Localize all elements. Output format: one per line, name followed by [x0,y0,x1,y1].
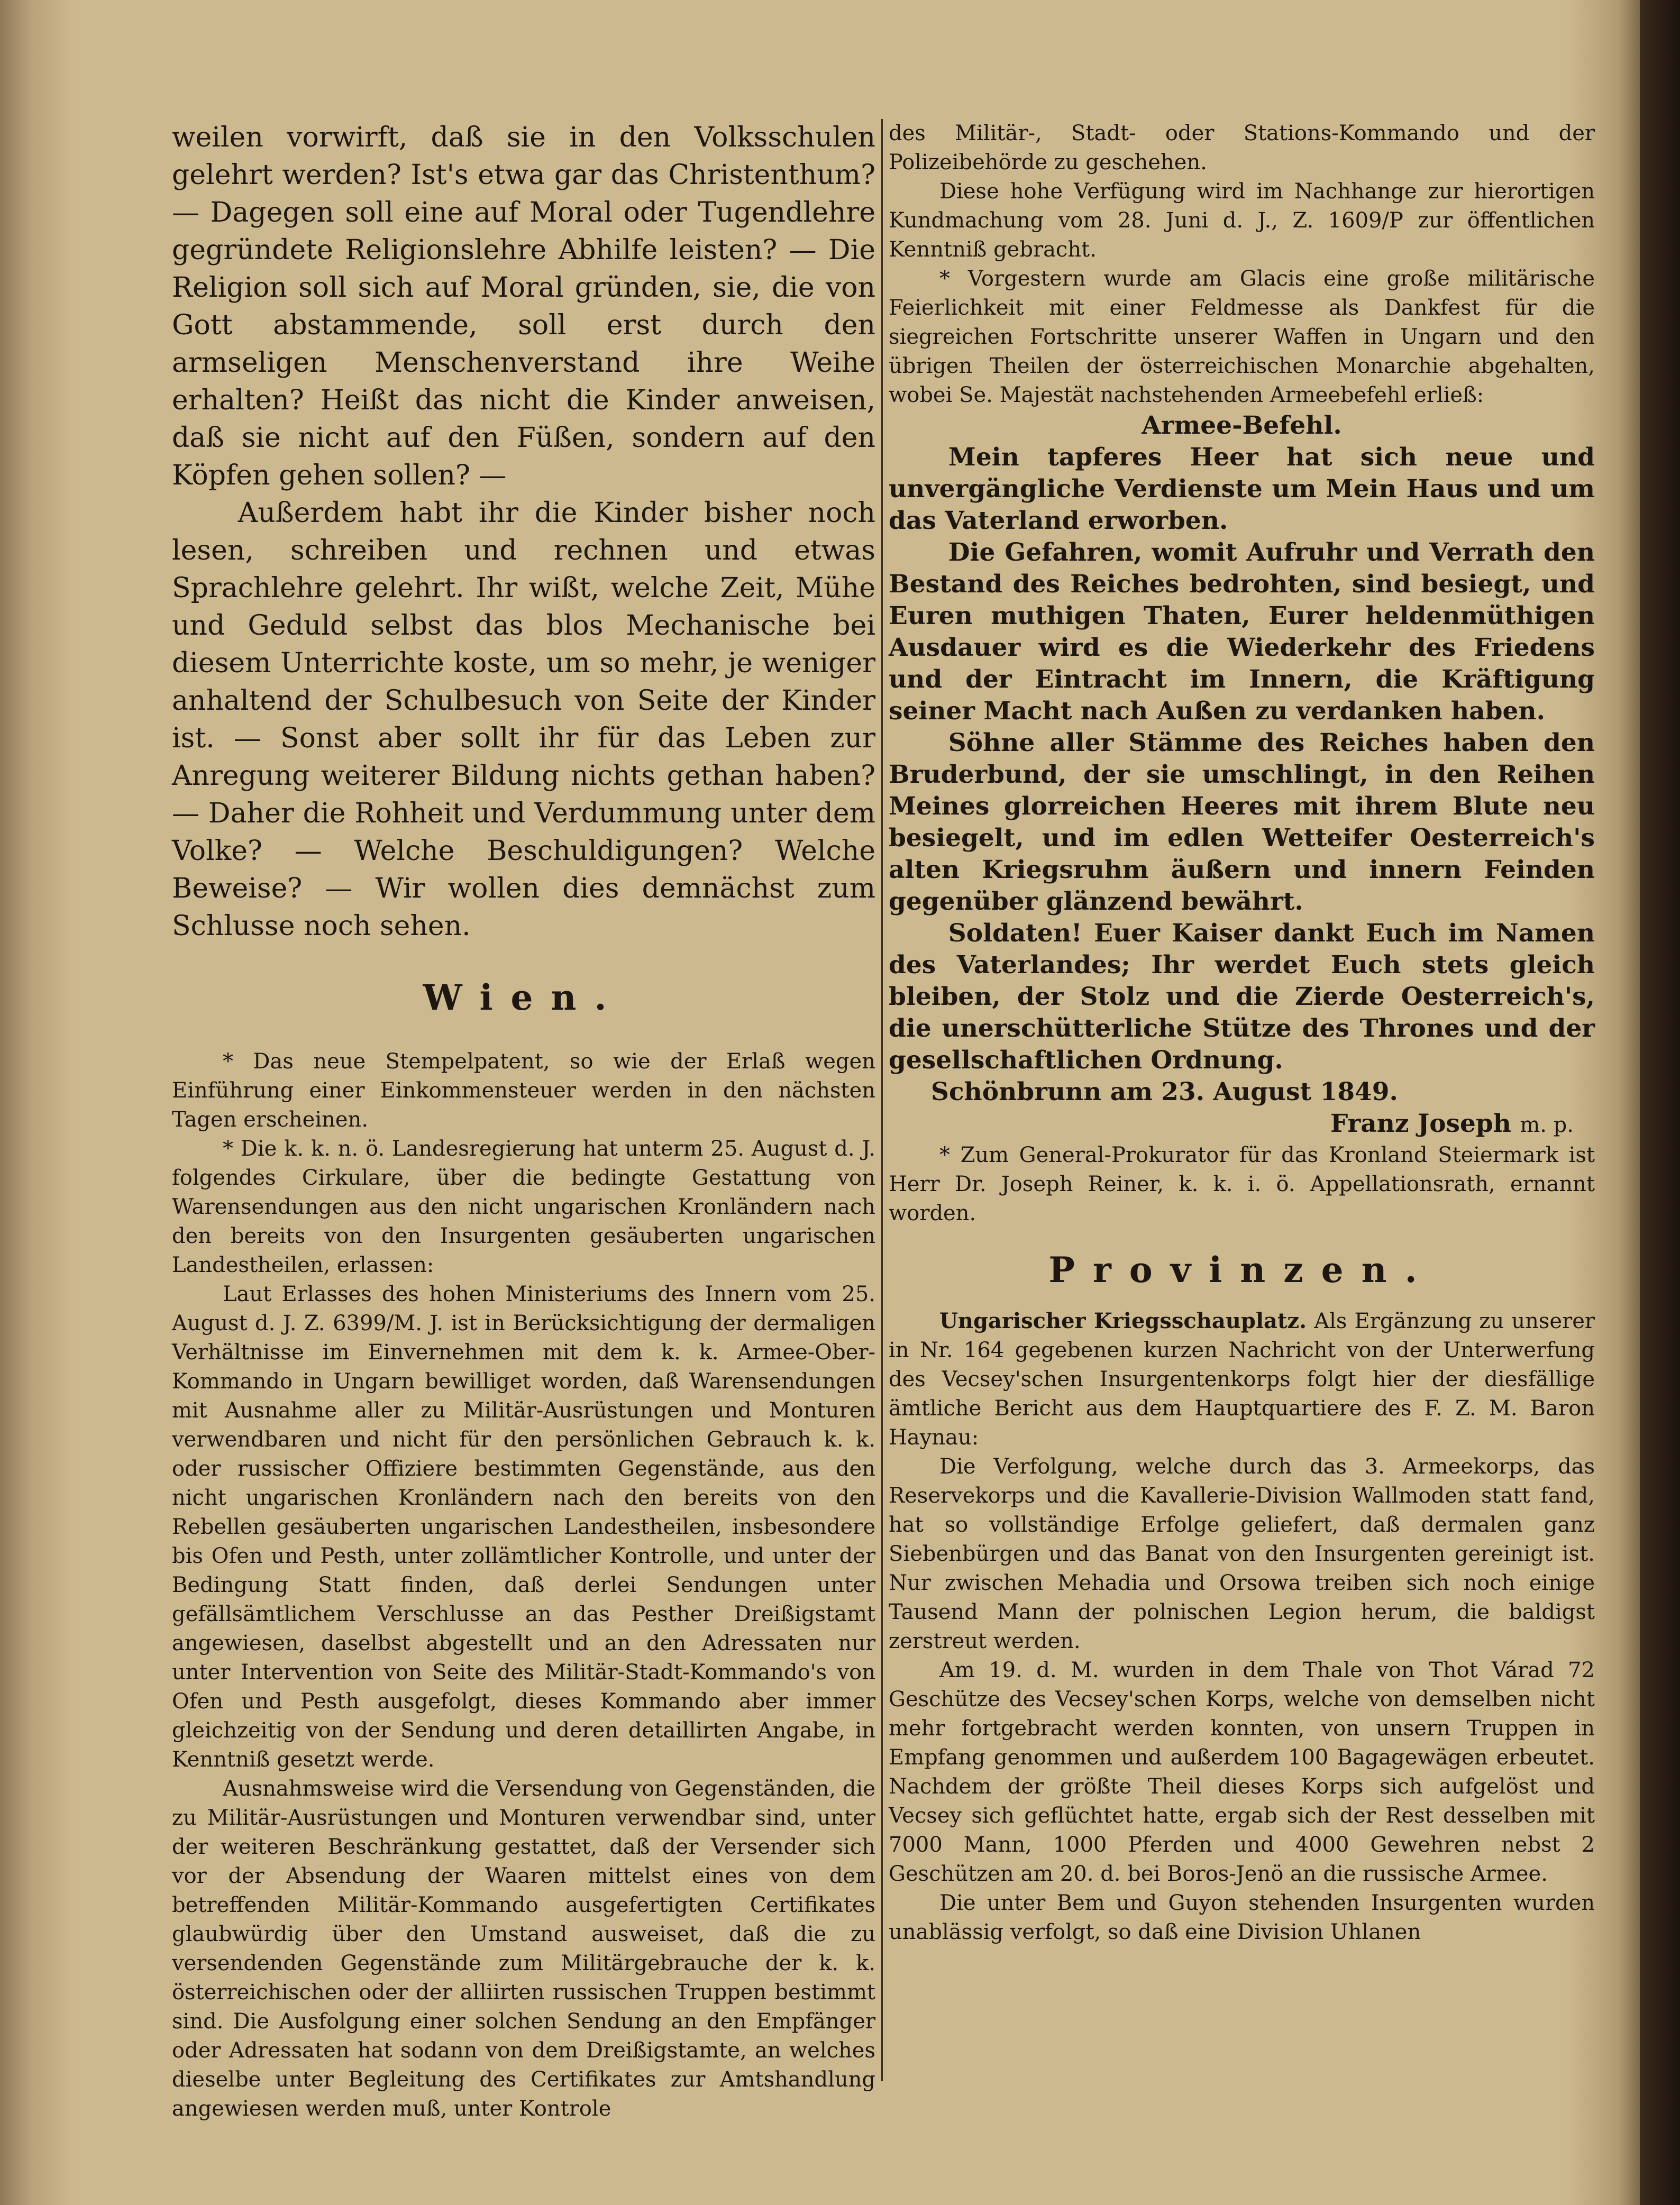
provinzen-heading: Provinzen. [1048,1249,1435,1291]
army-order-date: Schönbrunn am 23. August 1849. [931,1077,1398,1106]
circular-paragraph-1: Laut Erlasses des hohen Ministeriums des Innern vom 25. August d. J. Z. 6399/M. J. ist in Berücksichtigung der dermaligen Verhältnisse im Einvernehmen mit dem k. k. Armee-Ober-Kommando in Ungarn bewilliget worden, daß Warensendungen mit Ausnahme aller zu Militär-Ausrüstungen und Monturen verwendbaren und nicht für den persönlichen Gebrauch k. k. oder russischer Offiziere bestimmten Gegenstände, aus den nicht ungarischen Kronländern nach den bereits von den Rebellen gesäuberten ungarischen Landestheilen, insbesondere bis Ofen und Pesth, unter zollämtlicher Kontrolle, und unter der Bedingung Statt finden, daß derlei Sendungen unter gefällsämtlichem Verschlusse an das Pesther Dreißigstamt angewiesen, daselbst abgestellt und an den Adressaten nur unter Intervention von Seite des Militär-Stadt-Kommando's von Ofen und Pesth ausgefolgt, dieses Kommando aber immer gleichzeitig von der Sendung und deren detaillirten Angabe, in Kenntniß gesetzt werde. [172,1282,875,1772]
wien-heading: Wien. [423,977,625,1018]
army-order-paragraph-2: Die Gefahren, womit Aufruhr und Verrath den Bestand des Reiches bedrohten, sind besiegt, und Euren muthigen Thaten, Eurer heldenmüthigen Ausdauer wird es die Wiederkehr des Friedens und der Eintracht im Innern, die Kräftigung seiner Macht nach Außen zu verdanken haben. [889,538,1595,726]
circular-continuation: des Militär-, Stadt- oder Stations-Kommando und der Polizeibehörde zu geschehen. [889,121,1595,175]
war-lead-title: Ungarischer Kriegsschauplatz. [939,1309,1307,1333]
wien-item-tax-patent: * Das neue Stempelpatent, so wie der Erlaß wegen Einführung einer Einkommensteuer werden in den nächsten Tagen erscheinen. [172,1049,875,1132]
right-column [889,119,1595,1947]
left-column [172,119,875,2124]
circular-paragraph-2: Ausnahmsweise wird die Versendung von Gegenständen, die zu Militär-Ausrüstungen und Monturen verwendbar sind, unter der weiteren Beschränkung gestattet, daß der Versender sich vor der Absendung der Waaren mittelst eines von dem betreffenden Militär-Kommando ausgefertigten Certifikates glaubwürdig über den Umstand ausweiset, daß die zu versendenden Gegenstände zum Militärgebrauche der k. k. österreichischen oder der alliirten russischen Truppen bestimmt sind. Die Ausfolgung einer solchen Sendung an den Empfänger oder Adressaten hat sodann von dem Dreißigstamte, an welches dieselbe unter Begleitung des Certifikates zur Amtshandlung angewiesen werden muß, unter Kontrole [172,1777,875,2121]
intro-paragraph-1: weilen vorwirft, daß sie in den Volksschulen gelehrt werden? Ist's etwa gar das Christenthum? — Dagegen soll eine auf Moral oder Tugendlehre gegründete Religionslehre Abhilfe leisten? — Die Religion soll sich auf Moral gründen, sie, die von Gott abstammende, soll erst durch den armseligen Menschenverstand ihre Weihe erhalten? Heißt das nicht die Kinder anweisen, daß sie nicht auf den Füßen, sondern auf den Köpfen gehen sollen? — [172,122,875,491]
war-intro-paragraph [889,1306,1595,1452]
army-order-signature [889,1108,1595,1141]
book-spine-edge [1640,0,1680,2205]
publication-note: Diese hohe Verfügung wird im Nachhange zur hierortigen Kundmachung vom 28. Juni d. J., Z. 1609/P zur öffentlichen Kenntniß gebracht. [889,179,1595,262]
appointment-notice: * Zum General-Prokurator für das Kronland Steiermark ist Herr Dr. Joseph Reiner, k. k. i. ö. Appellationsrath, ernannt worden. [889,1143,1595,1225]
armee-befehl-title: Armee-Befehl. [1142,411,1342,440]
war-paragraph-2: Am 19. d. M. wurden in dem Thale von Thot Várad 72 Geschütze des Vecsey'schen Korps, welche von demselben nicht mehr fortgebracht werden konnten, von unsern Truppen in Empfang genommen und außerdem 100 Bagagewägen erbeutet. Nachdem der größte Theil dieses Korps sich aufgelöst und Vecsey sich geflüchtet hatte, ergab sich der Rest desselben mit 7000 Mann, 1000 Pferden und 4000 Gewehren nebst 2 Geschützen am 20. d. bei Boros-Jenö an die russische Armee. [889,1658,1595,1886]
intro-paragraph-2: Außerdem habt ihr die Kinder bisher noch lesen, schreiben und rechnen und etwas Sprachlehre gelehrt. Ihr wißt, welche Zeit, Mühe und Geduld selbst das blos Mechanische bei diesem Unterrichte koste, um so mehr, je weniger anhaltend der Schulbesuch von Seite der Kinder ist. — Sonst aber sollt ihr für das Leben zur Anregung weiterer Bildung nichts gethan haben? — Daher die Rohheit und Verdummung unter dem Volke? — Welche Beschuldigungen? Welche Beweise? — Wir wollen dies demnächst zum Schlusse noch sehen. [172,497,875,942]
war-paragraph-1: Die Verfolgung, welche durch das 3. Armeekorps, das Reservekorps und die Kavallerie-Division Wallmoden statt fand, hat so vollständige Erfolge geliefert, daß dermalen ganz Siebenbürgen und das Banat von den Insurgenten gereinigt ist. Nur zwischen Mehadia und Orsowa treiben sich noch einige Tausend Mann der polnischen Legion herum, die baldigst zerstreut werden. [889,1454,1595,1653]
army-order-paragraph-3: Söhne aller Stämme des Reiches haben den Bruderbund, der sie umschlingt, in den Reihen Meines glorreichen Heeres mit ihrem Blute neu besiegelt, und im edlen Wetteifer Oesterreich's alten Kriegsruhm äußern und innern Feinden gegenüber glänzend bewährt. [889,728,1595,916]
war-paragraph-3: Die unter Bem und Guyon stehenden Insurgenten wurden unablässig verfolgt, so daß eine Division Uhlanen [889,1891,1595,1944]
celebration-report: * Vorgestern wurde am Glacis eine große militärische Feierlichkeit mit einer Feldmesse als Dankfest für die siegreichen Fortschritte unserer Waffen in Ungarn und den übrigen Theilen der österreichischen Monarchie abgehalten, wobei Se. Majestät nachstehenden Armeebefehl erließ: [889,267,1595,407]
army-order-paragraph-1: Mein tapferes Heer hat sich neue und unvergängliche Verdienste um Mein Haus und um das Vaterland erworben. [889,443,1595,535]
war-intro-text: Als Ergänzung zu unserer in Nr. 164 gegebenen kurzen Nachricht von der Unterwerfung des Vecsey'schen Insurgentenkorps folgt hier der diesfällige ämtliche Bericht aus dem Hauptquartiere des F. Z. M. Baron Haynau: [889,1309,1595,1450]
signature-name: Franz Joseph [1330,1109,1511,1138]
signature-mp: m. p. [1520,1113,1574,1137]
column-divider [881,119,883,2081]
wien-item-circular: * Die k. k. n. ö. Landesregierung hat unterm 25. August d. J. folgendes Cirkulare, über die bedingte Gestattung von Warensendungen aus den nicht ungarischen Kronländern nach den bereits von den Insurgenten gesäuberten ungarischen Landestheilen, erlassen: [172,1137,875,1277]
army-order-paragraph-4: Soldaten! Euer Kaiser dankt Euch im Namen des Vaterlandes; Ihr werdet Euch stets gleich bleiben, der Stolz und die Zierde Oesterreich's, die unerschütterliche Stütze des Thrones und der gesellschaftlichen Ordnung. [889,919,1595,1075]
